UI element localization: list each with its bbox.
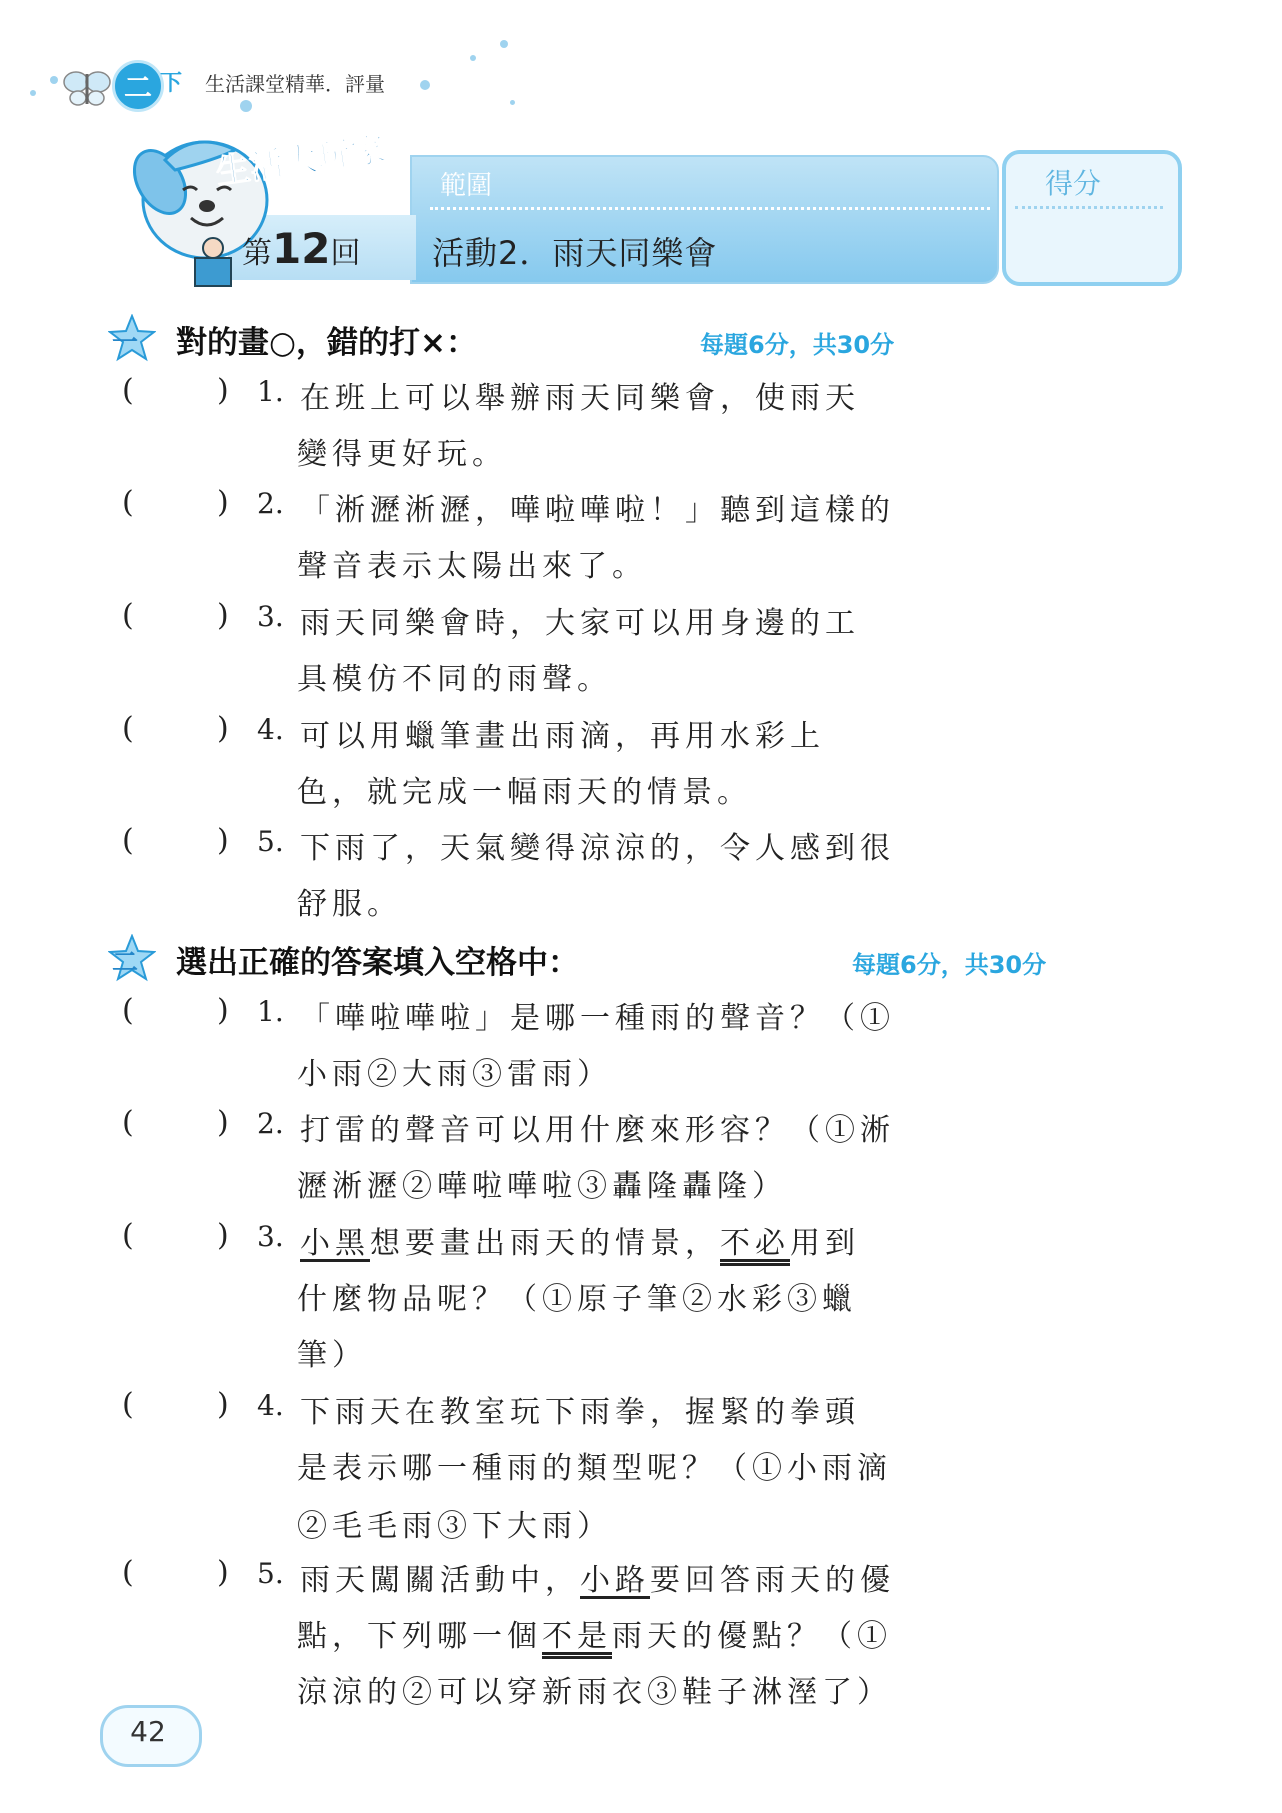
- question-number: 1.: [257, 375, 284, 408]
- section-number: 二: [112, 948, 139, 978]
- range-divider: [430, 207, 990, 210]
- question-text: [300, 1218, 1180, 1262]
- answer-paren-close: ): [217, 1555, 229, 1590]
- answer-paren-open[interactable]: (: [122, 373, 134, 408]
- decor-dot: [240, 100, 252, 112]
- decor-dot: [30, 90, 36, 96]
- answer-paren-open[interactable]: (: [122, 1387, 134, 1422]
- underlined-name: 小黑: [300, 1226, 370, 1261]
- answer-paren-open[interactable]: (: [122, 823, 134, 858]
- series-logo-text: 生活大玩家: [213, 129, 388, 193]
- section-score-note: 每題6分，共30分: [852, 951, 1047, 979]
- question-number: 4.: [257, 713, 284, 746]
- underlined-name: 小路: [580, 1563, 650, 1598]
- answer-paren-open[interactable]: (: [122, 711, 134, 746]
- question-text-cont: 是表示哪一種雨的類型呢？（①小雨滴: [297, 1451, 892, 1486]
- question-text-part: 雨天闖關活動中，: [300, 1563, 580, 1598]
- question-text: 「淅瀝淅瀝，嘩啦嘩啦！」聽到這樣的: [300, 493, 895, 528]
- question-options: 小雨②大雨③雷雨）: [297, 1057, 612, 1092]
- question-number: 5.: [257, 825, 284, 858]
- question-text-part: 用到: [790, 1226, 860, 1261]
- book-title: 生活課堂精華．評量: [205, 72, 385, 96]
- section-number: 一: [112, 328, 139, 358]
- section-score-note: 每題6分，共30分: [700, 331, 895, 359]
- answer-paren-open[interactable]: (: [122, 485, 134, 520]
- answer-paren-close: ): [217, 1105, 229, 1140]
- question-text: 下雨天在教室玩下雨拳，握緊的拳頭: [300, 1395, 860, 1430]
- answer-paren-open[interactable]: (: [122, 598, 134, 633]
- question-number: 4.: [257, 1389, 284, 1422]
- section-title: 對的畫○，錯的打×：: [176, 325, 478, 361]
- score-label: 得分: [1045, 167, 1102, 200]
- question-text-cont: [297, 1611, 1177, 1655]
- question-number: 3.: [257, 1220, 284, 1253]
- answer-paren-close: ): [217, 1218, 229, 1253]
- answer-paren-open[interactable]: (: [122, 1105, 134, 1140]
- grade-badge: 二: [112, 60, 164, 112]
- question-number: 2.: [257, 1107, 284, 1140]
- section-title: 選出正確的答案填入空格中：: [176, 945, 579, 981]
- question-text-part: 雨天的優點？（①: [612, 1619, 892, 1654]
- answer-paren-open[interactable]: (: [122, 1218, 134, 1253]
- answer-paren-close: ): [217, 993, 229, 1028]
- question-options: 什麼物品呢？（①原子筆②水彩③蠟: [297, 1282, 857, 1317]
- decor-dot: [500, 40, 508, 48]
- question-options-cont: 筆）: [297, 1338, 367, 1373]
- question-text-cont: 舒服。: [297, 887, 402, 922]
- question-options: 涼涼的②可以穿新雨衣③鞋子淋溼了）: [297, 1675, 892, 1710]
- question-text: 在班上可以舉辦雨天同樂會，使雨天: [300, 381, 860, 416]
- range-label: 範圍: [440, 171, 493, 201]
- question-text: 打雷的聲音可以用什麼來形容？（①淅: [300, 1113, 895, 1148]
- question-options: 瀝淅瀝②嘩啦嘩啦③轟隆轟隆）: [297, 1169, 787, 1204]
- emphasis-text: 不必: [720, 1226, 790, 1261]
- answer-paren-close: ): [217, 823, 229, 858]
- decor-dot: [50, 76, 58, 84]
- emphasis-text: 不是: [542, 1619, 612, 1654]
- question-options: ②毛毛雨③下大雨）: [297, 1509, 612, 1544]
- question-number: 2.: [257, 487, 284, 520]
- question-text: 雨天同樂會時，大家可以用身邊的工: [300, 606, 860, 641]
- answer-paren-open[interactable]: (: [122, 1555, 134, 1590]
- question-text-part: 想要畫出雨天的情景，: [370, 1226, 720, 1261]
- question-text: 可以用蠟筆畫出雨滴，再用水彩上: [300, 719, 825, 754]
- answer-paren-close: ): [217, 373, 229, 408]
- page-number: 42: [130, 1715, 166, 1748]
- semester-label: 下: [160, 71, 183, 96]
- answer-paren-close: ): [217, 485, 229, 520]
- lesson-label: [242, 224, 360, 273]
- answer-paren-close: ): [217, 1387, 229, 1422]
- answer-paren-close: ): [217, 598, 229, 633]
- lesson-topic: 活動2．雨天同樂會: [432, 234, 718, 272]
- answer-paren-close: ): [217, 711, 229, 746]
- butterfly-icon: [62, 68, 112, 108]
- lesson-number: 12: [272, 224, 331, 273]
- question-text: 下雨了，天氣變得涼涼的，令人感到很: [300, 831, 895, 866]
- question-text-part: 點，下列哪一個: [297, 1619, 542, 1654]
- question-text-cont: 變得更好玩。: [297, 437, 507, 472]
- question-number: 5.: [257, 1557, 284, 1590]
- lesson-suffix: 回: [330, 236, 361, 271]
- question-text: [300, 1555, 1180, 1599]
- score-line: [1015, 206, 1163, 209]
- question-text-cont: 聲音表示太陽出來了。: [297, 549, 647, 584]
- decor-dot: [420, 80, 430, 90]
- decor-dot: [510, 100, 515, 105]
- answer-paren-open[interactable]: (: [122, 993, 134, 1028]
- lesson-prefix: 第: [242, 236, 272, 271]
- question-text-cont: 具模仿不同的雨聲。: [297, 662, 612, 697]
- decor-dot: [470, 55, 476, 61]
- question-text: 「嘩啦嘩啦」是哪一種雨的聲音？（①: [300, 1001, 895, 1036]
- question-text-part: 要回答雨天的優: [650, 1563, 895, 1598]
- question-number: 3.: [257, 600, 284, 633]
- question-number: 1.: [257, 995, 284, 1028]
- question-text-cont: 色，就完成一幅雨天的情景。: [297, 775, 752, 810]
